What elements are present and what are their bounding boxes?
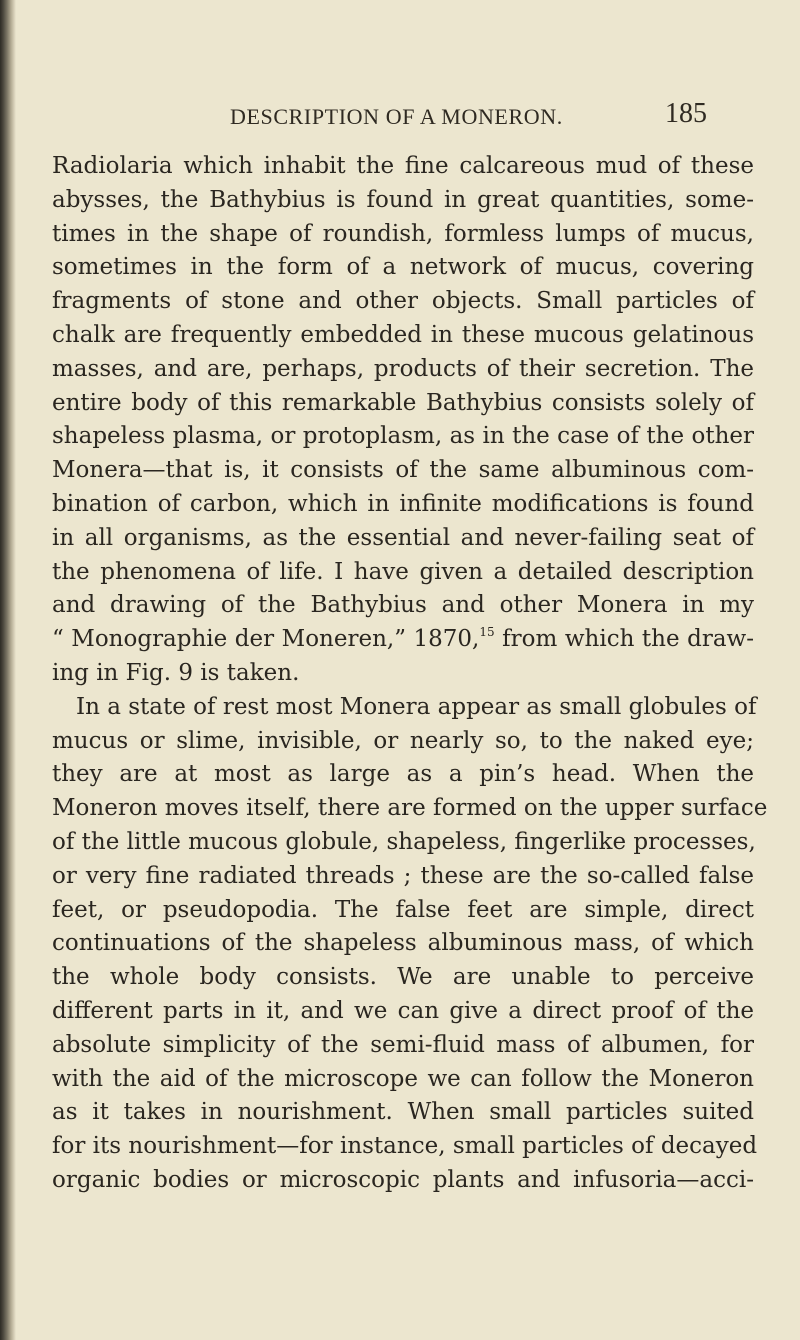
text-line: and drawing of the Bathybius and other Monera in my <box>52 592 754 619</box>
text-line: fragments of stone and other objects. Small particles of <box>52 288 754 315</box>
text-line: masses, and are, perhaps, products of their secretion. The <box>52 355 754 382</box>
text-line: different parts in it, and we can give a direct proof of the <box>52 997 754 1024</box>
text-line: shapeless plasma, or protoplasm, as in the case of the other <box>52 423 754 450</box>
text-line: with the aid of the microscope we can follow the Moneron <box>52 1065 754 1092</box>
text-segment: “ Monographie der Moneren,” 1870, <box>52 626 480 653</box>
text-line: Moneron moves itself, there are formed on the upper surface <box>52 795 768 822</box>
running-head: DESCRIPTION OF A MONERON. <box>230 104 563 129</box>
text-line: In a state of rest most Monera appear as small globules of <box>76 693 757 720</box>
body-text <box>52 150 768 1198</box>
text-line: abysses, the Bathybius is found in great quantities, some- <box>52 186 754 213</box>
text-line: times in the shape of roundish, formless lumps of mucus, <box>52 220 754 247</box>
text-line: ing in Fig. 9 is taken. <box>52 659 300 686</box>
text-line-with-footnote <box>52 623 754 657</box>
text-line: sometimes in the form of a network of mucus, covering <box>52 254 754 281</box>
text-line: feet, or pseudopodia. The false feet are simple, direct <box>52 896 754 923</box>
footnote-ref[interactable]: 15 <box>479 625 495 640</box>
text-line: as it takes in nourishment. When small particles suited <box>52 1099 754 1126</box>
text-line: the whole body consists. We are unable to perceive <box>52 964 754 991</box>
text-line: entire body of this remarkable Bathybius consists solely of <box>52 389 754 416</box>
text-line: bination of carbon, which in infinite modifications is found <box>52 490 754 517</box>
page-number: 185 <box>665 98 707 129</box>
text-line: the phenomena of life. I have given a detailed description <box>52 558 754 585</box>
text-line: chalk are frequently embedded in these mucous gelatinous <box>52 321 754 348</box>
paragraph-1 <box>52 150 754 691</box>
text-line: organic bodies or microscopic plants and infusoria—acci- <box>52 1166 754 1193</box>
text-segment: from which the draw- <box>502 626 755 653</box>
text-line: of the little mucous globule, shapeless, fingerlike processes, <box>52 828 756 855</box>
text-line: mucus or slime, invisible, or nearly so, to the naked eye; <box>52 727 754 754</box>
text-line: Radiolaria which inhabit the fine calcareous mud of these <box>52 153 754 179</box>
text-line: continuations of the shapeless albuminous mass, of which <box>52 930 754 957</box>
text-line: in all organisms, as the essential and never-failing seat of <box>52 524 754 551</box>
text-line: absolute simplicity of the semi-fluid mass of albumen, for <box>52 1031 754 1058</box>
text-line: Monera—that is, it consists of the same albuminous com- <box>52 457 754 484</box>
text-line: they are at most as large as a pin’s head. When the <box>52 761 754 788</box>
text-line: or very fine radiated threads ; these are the so-called false <box>52 862 754 889</box>
text-line: for its nourishment—for instance, small particles of decayed <box>52 1133 758 1160</box>
paragraph-2 <box>52 691 768 1198</box>
